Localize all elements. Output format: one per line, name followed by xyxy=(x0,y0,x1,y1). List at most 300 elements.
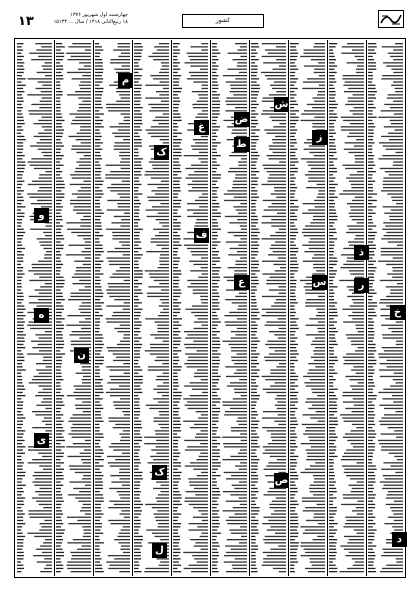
listing-line xyxy=(290,299,325,300)
listing-line xyxy=(368,133,403,134)
listing-line xyxy=(329,353,364,354)
listing-line xyxy=(173,353,208,354)
listing-line xyxy=(368,433,403,434)
listing-line xyxy=(251,504,286,505)
listing-line xyxy=(56,296,91,297)
listing-line xyxy=(329,161,364,162)
listing-line xyxy=(134,421,169,422)
listing-line xyxy=(251,129,286,130)
listing-line xyxy=(368,171,403,172)
listing-line xyxy=(329,411,364,412)
listing-line xyxy=(290,417,325,418)
listing-line xyxy=(173,213,208,214)
listing-line xyxy=(368,197,403,198)
listing-line xyxy=(368,449,403,450)
listing-line xyxy=(368,72,403,73)
listing-line xyxy=(95,510,130,511)
page-number: ۱۳ xyxy=(18,14,34,29)
listing-line xyxy=(95,555,130,556)
listing-line xyxy=(329,232,364,233)
listing-line xyxy=(173,350,208,351)
listing-line xyxy=(212,513,247,514)
listing-line xyxy=(251,216,286,217)
listing-line xyxy=(173,43,208,44)
listing-line xyxy=(173,158,208,159)
listing-line xyxy=(173,520,208,521)
listing-line xyxy=(56,91,91,92)
listing-line xyxy=(251,405,286,406)
listing-line xyxy=(368,97,403,98)
listing-line xyxy=(95,203,130,204)
listing-line xyxy=(212,549,247,550)
listing-line xyxy=(56,542,91,543)
listing-line xyxy=(329,347,364,348)
listing-line xyxy=(212,433,247,434)
listing-line xyxy=(368,453,403,454)
listing-line xyxy=(290,216,325,217)
listing-line xyxy=(329,104,364,105)
listing-line xyxy=(134,129,169,130)
listing-line xyxy=(95,341,130,342)
listing-line xyxy=(56,222,91,223)
listing-line xyxy=(173,337,208,338)
listing-line xyxy=(56,408,91,409)
listing-line xyxy=(56,267,91,268)
listing-line xyxy=(17,277,52,278)
listing-column xyxy=(328,40,365,576)
listing-line xyxy=(173,459,208,460)
listing-line xyxy=(290,437,325,438)
listing-line xyxy=(368,353,403,354)
listing-line xyxy=(134,392,169,393)
listing-line xyxy=(173,78,208,79)
listing-line xyxy=(329,139,364,140)
listing-line xyxy=(17,149,52,150)
listing-line xyxy=(329,491,364,492)
listing-line xyxy=(95,334,130,335)
listing-line xyxy=(212,453,247,454)
listing-line xyxy=(290,315,325,316)
listing-line xyxy=(134,53,169,54)
listing-line xyxy=(17,395,52,396)
listing-line xyxy=(17,465,52,466)
listing-line xyxy=(134,165,169,166)
listing-line xyxy=(173,341,208,342)
listing-line xyxy=(251,347,286,348)
listing-line xyxy=(95,133,130,134)
listing-line xyxy=(251,286,286,287)
listing-line xyxy=(212,363,247,364)
listing-line xyxy=(212,398,247,399)
listing-line xyxy=(95,161,130,162)
listing-line xyxy=(95,113,130,114)
listing-line xyxy=(134,398,169,399)
listing-line xyxy=(134,456,169,457)
listing-line xyxy=(251,229,286,230)
listing-line xyxy=(17,248,52,249)
listing-line xyxy=(290,565,325,566)
listing-line xyxy=(17,334,52,335)
listing-line xyxy=(329,523,364,524)
listing-line xyxy=(56,280,91,281)
listing-line xyxy=(329,363,364,364)
listing-line xyxy=(368,225,403,226)
listing-line xyxy=(95,421,130,422)
listing-line xyxy=(368,465,403,466)
listing-line xyxy=(251,529,286,530)
listing-line xyxy=(212,510,247,511)
listing-line xyxy=(95,545,130,546)
listing-line xyxy=(290,238,325,239)
listing-line xyxy=(134,107,169,108)
listing-line xyxy=(290,200,325,201)
listing-line xyxy=(212,401,247,402)
listing-line xyxy=(368,49,403,50)
listing-line xyxy=(134,139,169,140)
listing-line xyxy=(329,193,364,194)
listing-line xyxy=(56,491,91,492)
listing-line xyxy=(368,478,403,479)
listing-line xyxy=(368,504,403,505)
listing-line xyxy=(251,395,286,396)
listing-line xyxy=(17,417,52,418)
listing-line xyxy=(368,520,403,521)
listing-line xyxy=(290,184,325,185)
listing-line xyxy=(173,113,208,114)
listing-line xyxy=(212,158,247,159)
listing-line xyxy=(329,501,364,502)
listing-line xyxy=(329,174,364,175)
listing-line xyxy=(368,341,403,342)
listing-line xyxy=(173,302,208,303)
listing-line xyxy=(290,59,325,60)
listing-line xyxy=(251,302,286,303)
listing-line xyxy=(290,497,325,498)
listing-line xyxy=(56,533,91,534)
listing-line xyxy=(17,453,52,454)
listing-line xyxy=(95,392,130,393)
listing-line xyxy=(212,193,247,194)
listing-line xyxy=(251,120,286,121)
listing-line xyxy=(134,373,169,374)
listing-line xyxy=(173,273,208,274)
listing-line xyxy=(56,369,91,370)
listing-line xyxy=(251,389,286,390)
listing-line xyxy=(17,46,52,47)
listing-line xyxy=(368,117,403,118)
listing-line xyxy=(290,350,325,351)
listing-line xyxy=(173,72,208,73)
listing-line xyxy=(212,475,247,476)
listing-line xyxy=(56,337,91,338)
listing-line xyxy=(290,520,325,521)
listing-line xyxy=(17,475,52,476)
listing-line xyxy=(134,318,169,319)
listing-line xyxy=(95,190,130,191)
listing-line xyxy=(56,120,91,121)
listing-line xyxy=(95,523,130,524)
listing-line xyxy=(134,142,169,143)
listing-line xyxy=(251,133,286,134)
listing-line xyxy=(173,328,208,329)
listing-line xyxy=(212,533,247,534)
listing-line xyxy=(173,507,208,508)
listing-line xyxy=(95,491,130,492)
listing-line xyxy=(173,427,208,428)
listing-line xyxy=(134,225,169,226)
listing-line xyxy=(329,49,364,50)
listing-line xyxy=(173,62,208,63)
listing-line xyxy=(368,347,403,348)
listing-line xyxy=(329,75,364,76)
listing-line xyxy=(95,229,130,230)
letter-heading: ر xyxy=(354,278,369,293)
listing-line xyxy=(251,440,286,441)
listing-line xyxy=(95,174,130,175)
listing-line xyxy=(56,149,91,150)
listing-line xyxy=(56,139,91,140)
listing-line xyxy=(290,411,325,412)
listing-line xyxy=(212,43,247,44)
letter-heading: ش xyxy=(274,99,289,110)
listing-line xyxy=(212,155,247,156)
listing-line xyxy=(17,344,52,345)
listing-line xyxy=(173,366,208,367)
listing-line xyxy=(212,440,247,441)
listing-line xyxy=(17,117,52,118)
listing-line xyxy=(134,299,169,300)
listing-line xyxy=(17,401,52,402)
listing-line xyxy=(290,408,325,409)
listing-line xyxy=(17,264,52,265)
listing-line xyxy=(290,62,325,63)
listing-line xyxy=(368,158,403,159)
listing-line xyxy=(290,72,325,73)
listing-line xyxy=(173,526,208,527)
listing-line xyxy=(251,113,286,114)
listing-line xyxy=(368,289,403,290)
listing-line xyxy=(368,565,403,566)
listing-line xyxy=(368,421,403,422)
listing-line xyxy=(56,232,91,233)
listing-line xyxy=(173,517,208,518)
listing-line xyxy=(368,120,403,121)
listing-line xyxy=(251,571,286,572)
listing-line xyxy=(368,155,403,156)
listing-line xyxy=(134,235,169,236)
listing-line xyxy=(329,405,364,406)
listing-line xyxy=(212,267,247,268)
listing-line xyxy=(134,558,169,559)
listing-line xyxy=(329,481,364,482)
listing-line xyxy=(17,389,52,390)
listing-line xyxy=(173,325,208,326)
listing-line xyxy=(329,478,364,479)
listing-line xyxy=(134,504,169,505)
listing-line xyxy=(368,209,403,210)
listing-line xyxy=(56,104,91,105)
listing-line xyxy=(17,510,52,511)
listing-line xyxy=(173,449,208,450)
listing-line xyxy=(173,91,208,92)
listing-line xyxy=(95,117,130,118)
listing-line xyxy=(134,408,169,409)
listing-line xyxy=(95,462,130,463)
listing-line xyxy=(134,325,169,326)
listing-line xyxy=(95,110,130,111)
listing-line xyxy=(173,277,208,278)
listing-line xyxy=(173,529,208,530)
listing-line xyxy=(251,62,286,63)
listing-line xyxy=(17,363,52,364)
listing-line xyxy=(368,277,403,278)
listing-line xyxy=(212,165,247,166)
listing-line xyxy=(134,510,169,511)
listing-line xyxy=(134,459,169,460)
listing-line xyxy=(56,552,91,553)
listing-line xyxy=(368,321,403,322)
listing-line xyxy=(290,168,325,169)
listing-line xyxy=(134,312,169,313)
listing-line xyxy=(251,161,286,162)
listing-line xyxy=(290,395,325,396)
listing-line xyxy=(56,81,91,82)
listing-line xyxy=(368,248,403,249)
listing-line xyxy=(290,347,325,348)
listing-line xyxy=(56,565,91,566)
listing-line xyxy=(17,325,52,326)
listing-line xyxy=(134,446,169,447)
listing-line xyxy=(212,565,247,566)
listing-line xyxy=(329,513,364,514)
listing-line xyxy=(368,456,403,457)
listing-line xyxy=(329,219,364,220)
listing-line xyxy=(17,373,52,374)
listing-line xyxy=(134,289,169,290)
listing-line xyxy=(56,517,91,518)
listing-line xyxy=(173,408,208,409)
listing-line xyxy=(368,469,403,470)
listing-line xyxy=(173,200,208,201)
listing-line xyxy=(95,414,130,415)
listing-line xyxy=(290,513,325,514)
listing-line xyxy=(173,392,208,393)
listing-line xyxy=(212,209,247,210)
listing-line xyxy=(368,408,403,409)
listing-line xyxy=(17,165,52,166)
listing-line xyxy=(290,542,325,543)
listing-line xyxy=(368,177,403,178)
listing-line xyxy=(173,446,208,447)
listing-line xyxy=(251,331,286,332)
listing-line xyxy=(134,78,169,79)
listing-line xyxy=(134,440,169,441)
listing-line xyxy=(17,123,52,124)
listing-line xyxy=(368,94,403,95)
listing-line xyxy=(368,363,403,364)
listing-line xyxy=(290,376,325,377)
listing-line xyxy=(134,280,169,281)
listing-line xyxy=(290,331,325,332)
listing-line xyxy=(56,171,91,172)
listing-line xyxy=(212,491,247,492)
listing-line xyxy=(173,398,208,399)
listing-line xyxy=(290,561,325,562)
listing-line xyxy=(56,526,91,527)
listing-line xyxy=(212,302,247,303)
listing-line xyxy=(134,353,169,354)
listing-line xyxy=(173,216,208,217)
listing-line xyxy=(95,465,130,466)
listing-line xyxy=(95,549,130,550)
letter-heading: ن xyxy=(74,348,89,363)
listing-line xyxy=(95,56,130,57)
listing-line xyxy=(251,136,286,137)
listing-line xyxy=(251,193,286,194)
listing-line xyxy=(212,558,247,559)
listing-line xyxy=(368,270,403,271)
listing-line xyxy=(368,488,403,489)
listing-line xyxy=(17,302,52,303)
listing-line xyxy=(368,261,403,262)
listing-line xyxy=(329,181,364,182)
listing-line xyxy=(173,360,208,361)
listing-line xyxy=(290,267,325,268)
listing-line xyxy=(368,139,403,140)
listing-line xyxy=(290,424,325,425)
listing-line xyxy=(56,549,91,550)
listing-line xyxy=(56,456,91,457)
listing-line xyxy=(173,110,208,111)
listing-line xyxy=(212,462,247,463)
listing-line xyxy=(368,494,403,495)
listing-line xyxy=(329,168,364,169)
listing-line xyxy=(290,81,325,82)
listing-line xyxy=(212,542,247,543)
listing-line xyxy=(290,117,325,118)
listing-line xyxy=(56,334,91,335)
listing-line xyxy=(95,200,130,201)
listing-line xyxy=(56,510,91,511)
listing-line xyxy=(134,75,169,76)
listing-line xyxy=(251,174,286,175)
listing-line xyxy=(134,46,169,47)
listing-line xyxy=(368,241,403,242)
listing-line xyxy=(212,91,247,92)
listing-line xyxy=(173,299,208,300)
listing-line xyxy=(212,555,247,556)
listing-line xyxy=(56,85,91,86)
listing-line xyxy=(290,366,325,367)
listing-line xyxy=(95,542,130,543)
listing-line xyxy=(212,203,247,204)
listing-line xyxy=(95,312,130,313)
listing-line xyxy=(368,472,403,473)
listing-line xyxy=(368,446,403,447)
listing-line xyxy=(134,267,169,268)
listing-line xyxy=(173,472,208,473)
listing-line xyxy=(329,437,364,438)
listing-line xyxy=(95,280,130,281)
listing-line xyxy=(56,405,91,406)
listing-line xyxy=(251,369,286,370)
listing-line xyxy=(134,366,169,367)
listing-line xyxy=(134,296,169,297)
listing-line xyxy=(329,517,364,518)
listing-line xyxy=(95,165,130,166)
listing-line xyxy=(17,94,52,95)
listing-line xyxy=(95,456,130,457)
